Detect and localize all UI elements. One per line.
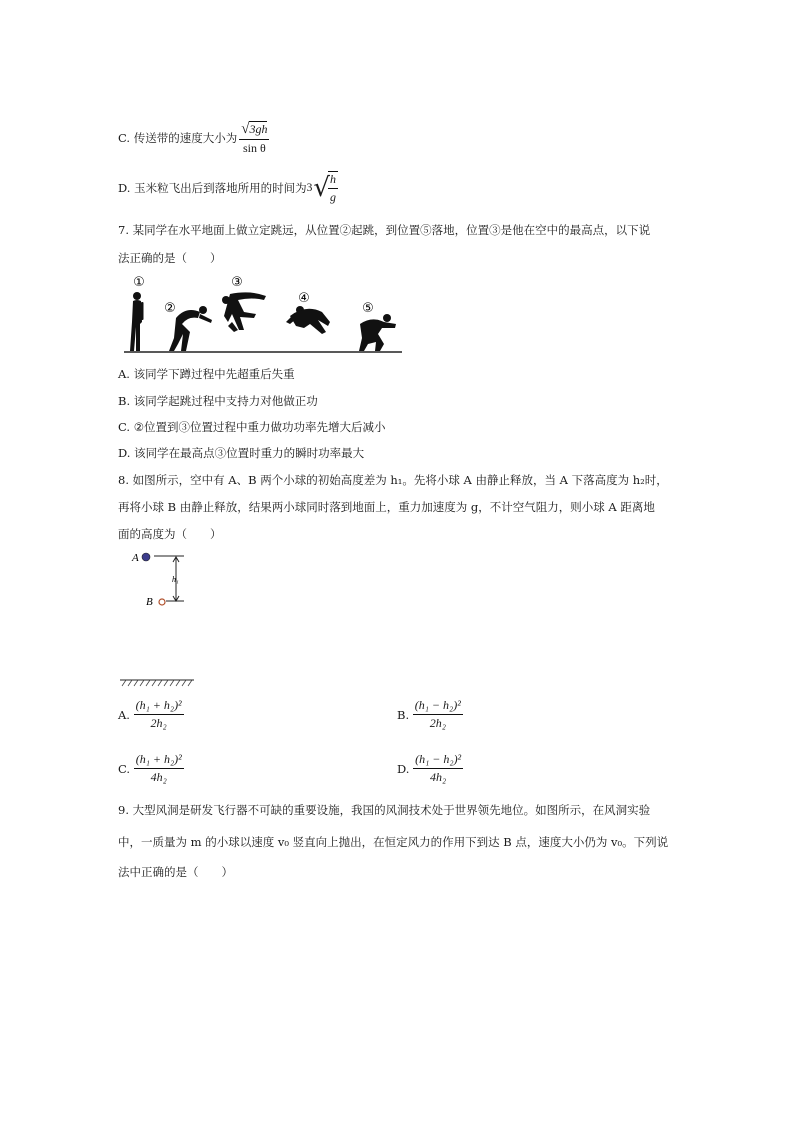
option-text: 传送带的速度大小为 bbox=[133, 131, 238, 145]
long-jump-diagram bbox=[120, 272, 410, 358]
q8-option-d bbox=[397, 752, 463, 785]
jumper-silhouette-4 bbox=[286, 306, 330, 334]
q8-stem-line2: 再将小球 B 由静止释放，结果两小球同时落到地面上，重力加速度为 g，不计空气阻力，则小球 A 距离地 bbox=[118, 500, 655, 514]
position-label-1: ① bbox=[133, 275, 145, 290]
q8-stem-line1: 8. 如图所示，空中有 A、B 两个小球的初始高度差为 h₁。先将小球 A 由静止释放，当 A 下落高度为 h₂时， bbox=[118, 473, 668, 487]
option-fraction: $\frac{\text{(h₁ − h₂)²}}{\text{2h₂}}$ bbox=[414, 698, 461, 730]
option-letter: D. bbox=[118, 181, 131, 195]
ground-hatch-icon bbox=[120, 679, 194, 687]
option-letter: C. bbox=[118, 761, 131, 776]
height-label: h₁ bbox=[172, 575, 179, 584]
q9-stem-line2: 中，一质量为 m 的小球以速度 v₀ 竖直向上抛出，在恒定风力的作用下到达 B 点，速度大小仍为 v₀。下列说 bbox=[118, 835, 669, 849]
ball-a-icon bbox=[142, 553, 150, 561]
ground-hatch bbox=[120, 676, 194, 690]
position-label-2: ② bbox=[164, 301, 176, 316]
sqrt-fraction: $\frac{h}{g}$ bbox=[329, 172, 336, 204]
sqrt-sign: √ bbox=[313, 173, 330, 203]
q9-stem-line1: 9. 大型风洞是研发飞行器不可缺的重要设施，我国的风洞技术处于世界领先地位。如图所示，在风洞实验 bbox=[118, 803, 651, 817]
position-label-4: ④ bbox=[298, 291, 310, 306]
q9-stem-line3: 法中正确的是（ ） bbox=[118, 865, 233, 879]
jumper-silhouette-1 bbox=[130, 292, 144, 351]
jumper-silhouette-5 bbox=[359, 314, 396, 351]
q6-option-c bbox=[118, 118, 269, 158]
q8-option-b bbox=[397, 698, 463, 731]
q7-option-d: D. 该同学在最高点③位置时重力的瞬时功率最大 bbox=[118, 446, 365, 460]
q8-option-c bbox=[118, 752, 184, 785]
position-label-5: ⑤ bbox=[362, 301, 374, 316]
ball-b-icon bbox=[159, 599, 165, 605]
option-letter: D. bbox=[397, 761, 410, 776]
ball-drop-diagram bbox=[126, 548, 196, 612]
q7-option-c: C. ②位置到③位置过程中重力做功功率先增大后减小 bbox=[118, 420, 386, 434]
q8-stem-line3: 面的高度为（ ） bbox=[118, 527, 222, 541]
position-label-3: ③ bbox=[231, 275, 243, 290]
option-fraction: $\frac{\text{(h₁ + h₂)²}}{\text{2h₂}}$ bbox=[135, 698, 182, 730]
ball-drop-figure bbox=[126, 548, 196, 612]
ball-b-label: B bbox=[146, 596, 153, 608]
long-jump-figure bbox=[120, 272, 410, 358]
jumper-silhouette-3 bbox=[222, 292, 266, 332]
q8-option-a bbox=[118, 698, 184, 731]
sqrt-fraction: $\frac{√3gh}{\text{sin θ}}$ bbox=[241, 120, 268, 155]
q7-stem-line2: 法正确的是（ ） bbox=[118, 251, 222, 265]
option-fraction: $\frac{\text{(h₁ + h₂)²}}{\text{4h₂}}$ bbox=[135, 752, 182, 784]
option-letter: C. bbox=[118, 131, 131, 145]
option-text: 玉米粒飞出后到落地所用的时间为 bbox=[134, 181, 307, 195]
option-letter: A. bbox=[118, 707, 130, 722]
q7-stem-line1: 7. 某同学在水平地面上做立定跳远，从位置②起跳，到位置⑤落地，位置③是他在空中的最高点，以下说 bbox=[118, 223, 651, 237]
option-fraction: $\frac{\text{(h₁ − h₂)²}}{\text{4h₂}}$ bbox=[415, 752, 462, 784]
q7-option-b: B. 该同学起跳过程中支持力对他做正功 bbox=[118, 394, 318, 408]
coefficient: 3 bbox=[306, 182, 313, 194]
q6-option-d bbox=[118, 170, 338, 206]
ball-a-label: A bbox=[132, 552, 139, 564]
q7-option-a: A. 该同学下蹲过程中先超重后失重 bbox=[118, 367, 295, 381]
option-letter: B. bbox=[397, 707, 410, 722]
